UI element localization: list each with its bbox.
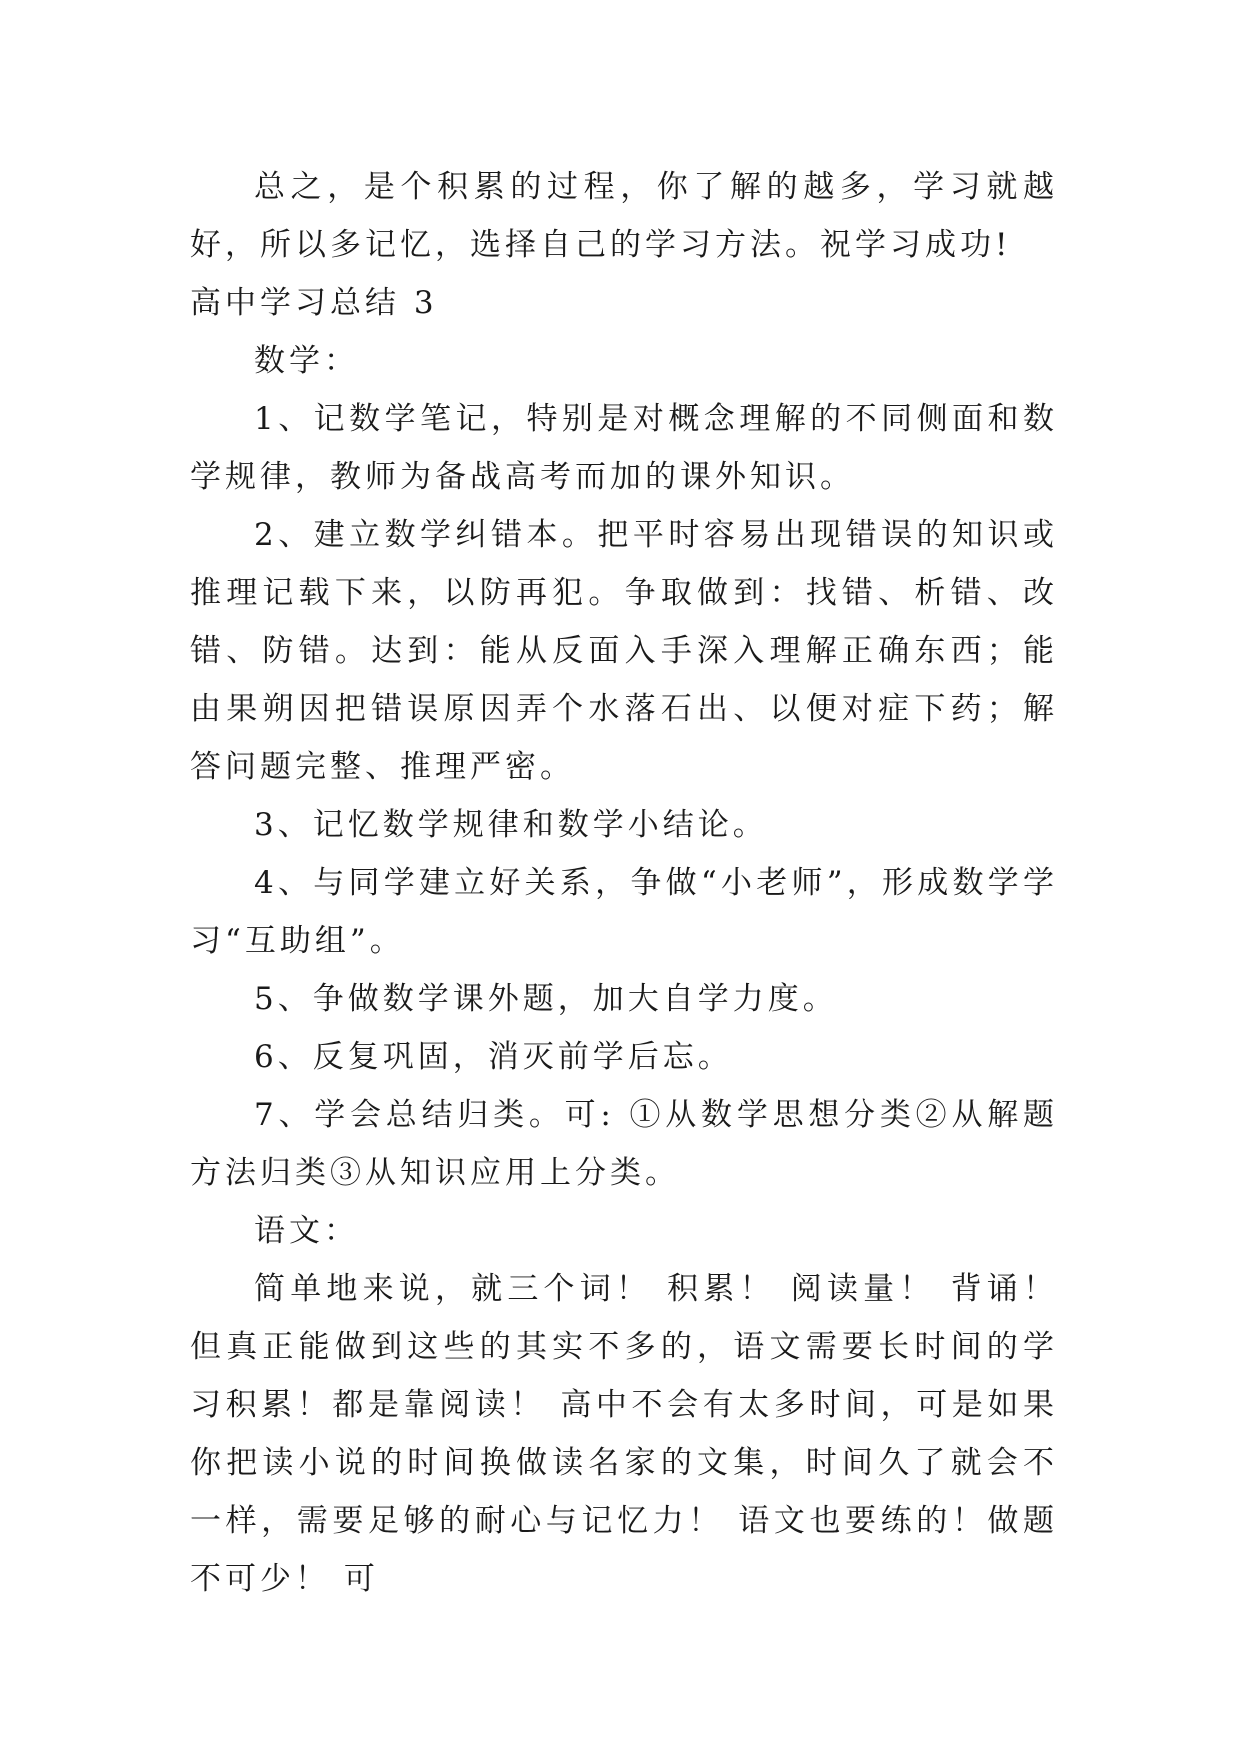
paragraph-math-3: 3、记忆数学规律和数学小结论。 xyxy=(254,807,768,843)
subheading-math: 数学： xyxy=(254,343,359,379)
document-body xyxy=(190,158,1058,1608)
paragraph-chinese-1: 简单地来说，就三个词！ 积累！ 阅读量！ 背诵！ 但真正能做到这些的其实不多的，语文需要长时间的学习积累！都是靠阅读！ 高中不会有太多时间，可是如果你把读小说的时间换做读名家的文集，时间久了就会不一样，需要足够的耐心与记忆力！ 语文也要练的！做题不可少！ 可 xyxy=(190,1271,1058,1597)
paragraph-summary: 总之，是个积累的过程，你了解的越多，学习就越好，所以多记忆，选择自己的学习方法。祝学习成功! xyxy=(190,169,1058,263)
subheading-chinese: 语文： xyxy=(254,1213,359,1249)
paragraph-math-7: 7、学会总结归类。可: ①从数学思想分类②从解题方法归类③从知识应用上分类。 xyxy=(190,1097,1058,1191)
paragraph-math-1: 1、记数学笔记，特别是对概念理解的不同侧面和数学规律，教师为备战高考而加的课外知识。 xyxy=(190,401,1058,495)
paragraph-math-6: 6、反复巩固，消灭前学后忘。 xyxy=(254,1039,733,1075)
paragraph-math-5: 5、争做数学课外题，加大自学力度。 xyxy=(254,981,838,1017)
section-heading: 高中学习总结 3 xyxy=(190,285,438,321)
paragraph-math-4: 4、与同学建立好关系，争做“小老师”，形成数学学习“互助组”。 xyxy=(190,865,1058,959)
paragraph-math-2: 2、建立数学纠错本。把平时容易出现错误的知识或推理记载下来，以防再犯。争取做到：找错、析错、改错、防错。达到：能从反面入手深入理解正确东西；能由果朔因把错误原因弄个水落石出、以便对症下药；解答问题完整、推理严密。 xyxy=(190,517,1058,785)
